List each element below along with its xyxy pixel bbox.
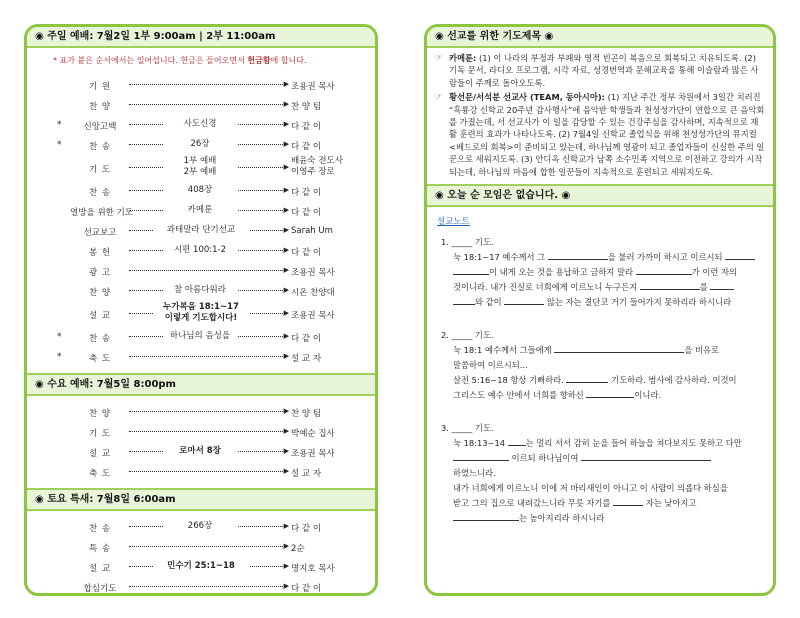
order-row: 봉 헌 시편 100:1-2 ▶ 다 같 이: [88, 245, 322, 258]
order-row: 찬 양 ▶ 찬 양 팀: [88, 100, 322, 112]
order-row: 특 송 ▶ 2순: [88, 542, 305, 554]
sermon-notes: [427, 229, 773, 526]
sermon-notes-title: 설교노트: [437, 217, 470, 228]
order-row: 선교보고 과테말라 단기선교 ▶ Sarah Um: [83, 225, 333, 238]
order-row: 찬 양 참 아름다워라 ▶ 시온 찬양대: [88, 285, 335, 298]
sermon-point-2: 2. _____ 기도. 눅 18:1 예수께서 그들에게 을 비유로 말씀하여 이르시되... 살전 5:16~18 항상 기뻐하라. 기도하라. 범사에 감사하라. 이것이 그리스도 예수 안에서 너희를 향하신 이니라.: [441, 330, 737, 401]
sermon-point-3: 3. _____ 기도. 눅 18:13~14 는 멀리 서서 감히 눈을 들어 하늘을 쳐다보지도 못하고 다만 이르되 하나님이여 하였느니라. 내가 너희에게 이르노니 이에 저 바리새인이 아니고 이 사람이 의롭다 하심을 받고 그의 집으로 내려갔느니라 무릇 자기를 자는 낮아지고 는 높아지리라 하시니라: [441, 423, 742, 524]
saturday-order-list: [27, 511, 375, 596]
order-row: 열방을 위한 기도 카메룬 ▶ 다 같 이: [70, 205, 322, 218]
wednesday-order-list: [27, 396, 375, 482]
sunday-order-list: [27, 73, 375, 367]
prayer-and-notes-panel: [424, 24, 776, 596]
prayer-item: ☞ 황선문/서석분 선교사 (TEAM, 동아시아): (1) 지난 주간 정부 차원에서 3일간 치러진 “흑룡강 신학교 20주년 감사행사”에 음악반 학생들과 천성성가단이 연합으로 큰 음악회를 가졌는데, 서 선교사가 이 일을 감당할 수 있는 건강주심을 감사하며, 지속적으로 재활 훈련의 효과가 나타나도록. (2) 7월4일 신학교 졸업식을 위해 천성성가단의 뮤지컬 <베드로의 회복>이 준비되고 있는데, 하나님께 영광이 되고 졸업자들이 신실한 주의 일꾼으로 세워지도록. (3) 안디옥 신학교가 남쪽 소수민족 지역으로 이전하고 강의가 시작되는데, 하나님의 마음에 합한 일꾼들이 지속적으로 훈련되고 세워지도록.: [435, 92, 765, 177]
order-row: 기 도 ▶ 박예순 집사: [88, 427, 335, 439]
gathering-header: ◉ 오늘 순 모임은 없습니다. ◉: [427, 184, 773, 207]
order-row: * 찬 송 하나님의 음성을 ▶ 다 같 이: [57, 331, 322, 344]
prayer-header: ◉ 선교를 위한 기도제목 ◉: [427, 27, 773, 48]
order-row: * 신앙고백 사도신경 ▶ 다 같 이: [57, 119, 322, 132]
order-row: 설 교 민수기 25:1~18 ▶ 명지호 목사: [88, 561, 335, 574]
prayer-list: [427, 48, 773, 184]
sermon-point-1: 1. _____ 기도. 눅 18:1~17 예수께서 그 을 불러 가까이 하시고 이르시되 이 내게 오는 것을 용납하고 금하지 말라 가 이런 자의 것이니라. 내가 진실로 너희에게 이르노니 누구든지 를 와 같이 않는 자는 결단코 거기 들어가지 못하리라 하시니라: [441, 235, 763, 310]
wednesday-service-header: ◉ 수요 예배: 7월5일 8:00pm: [27, 373, 375, 396]
sunday-service-header: ◉ 주일 예배: 7월2일 1부 9:00am | 2부 11:00am: [27, 27, 375, 48]
order-row: 축 도 ▶ 설 교 자: [88, 467, 322, 479]
order-row: 광 고 ▶ 조용권 목사: [88, 266, 335, 278]
order-row: 찬 송 266장 ▶ 다 같 이: [88, 521, 322, 534]
prayer-item: ☞ 카메룬: (1) 이 나라의 부정과 부패와 영적 빈곤이 복음으로 회복되고 치유되도록. (2) 기독 문서, 라디오 프로그램, 시각 자료, 성경번역과 문해교육을 통해 이슬람과 많은 사람들이 주께로 돌아오도록.: [435, 53, 759, 88]
order-row: 기 원 ▶ 조용권 목사: [88, 80, 335, 92]
order-row: 찬 송 408장 ▶ 다 같 이: [88, 185, 322, 198]
order-row: 설 교 누가복음 18:1~17 이렇게 기도합시다! ▶ 조용권 목사: [88, 302, 335, 323]
order-row: 기 도 1부 예배 2부 예배 ▶ 배윤숙 전도사 이영주 장로: [88, 156, 343, 177]
order-row: 합심기도 ▶ 다 같 이: [83, 582, 322, 594]
order-row: * 찬 송 26장 ▶ 다 같 이: [57, 139, 322, 152]
pointing-hand-icon: ☞: [435, 92, 443, 102]
saturday-service-header: ◉ 토요 특새: 7월8일 6:00am: [27, 488, 375, 511]
order-row: * 축 도 ▶ 설 교 자: [57, 352, 322, 364]
order-row: 찬 양 ▶ 찬 양 팀: [88, 407, 322, 419]
order-row: 설 교 로마서 8장 ▶ 조용권 목사: [88, 446, 335, 459]
standing-note: * 표가 붙은 순서에서는 일어섭니다. 헌금은 들어오면서 헌금함에 합니다.: [53, 56, 307, 65]
pointing-hand-icon: ☞: [435, 53, 443, 62]
worship-order-panel: [24, 24, 378, 596]
